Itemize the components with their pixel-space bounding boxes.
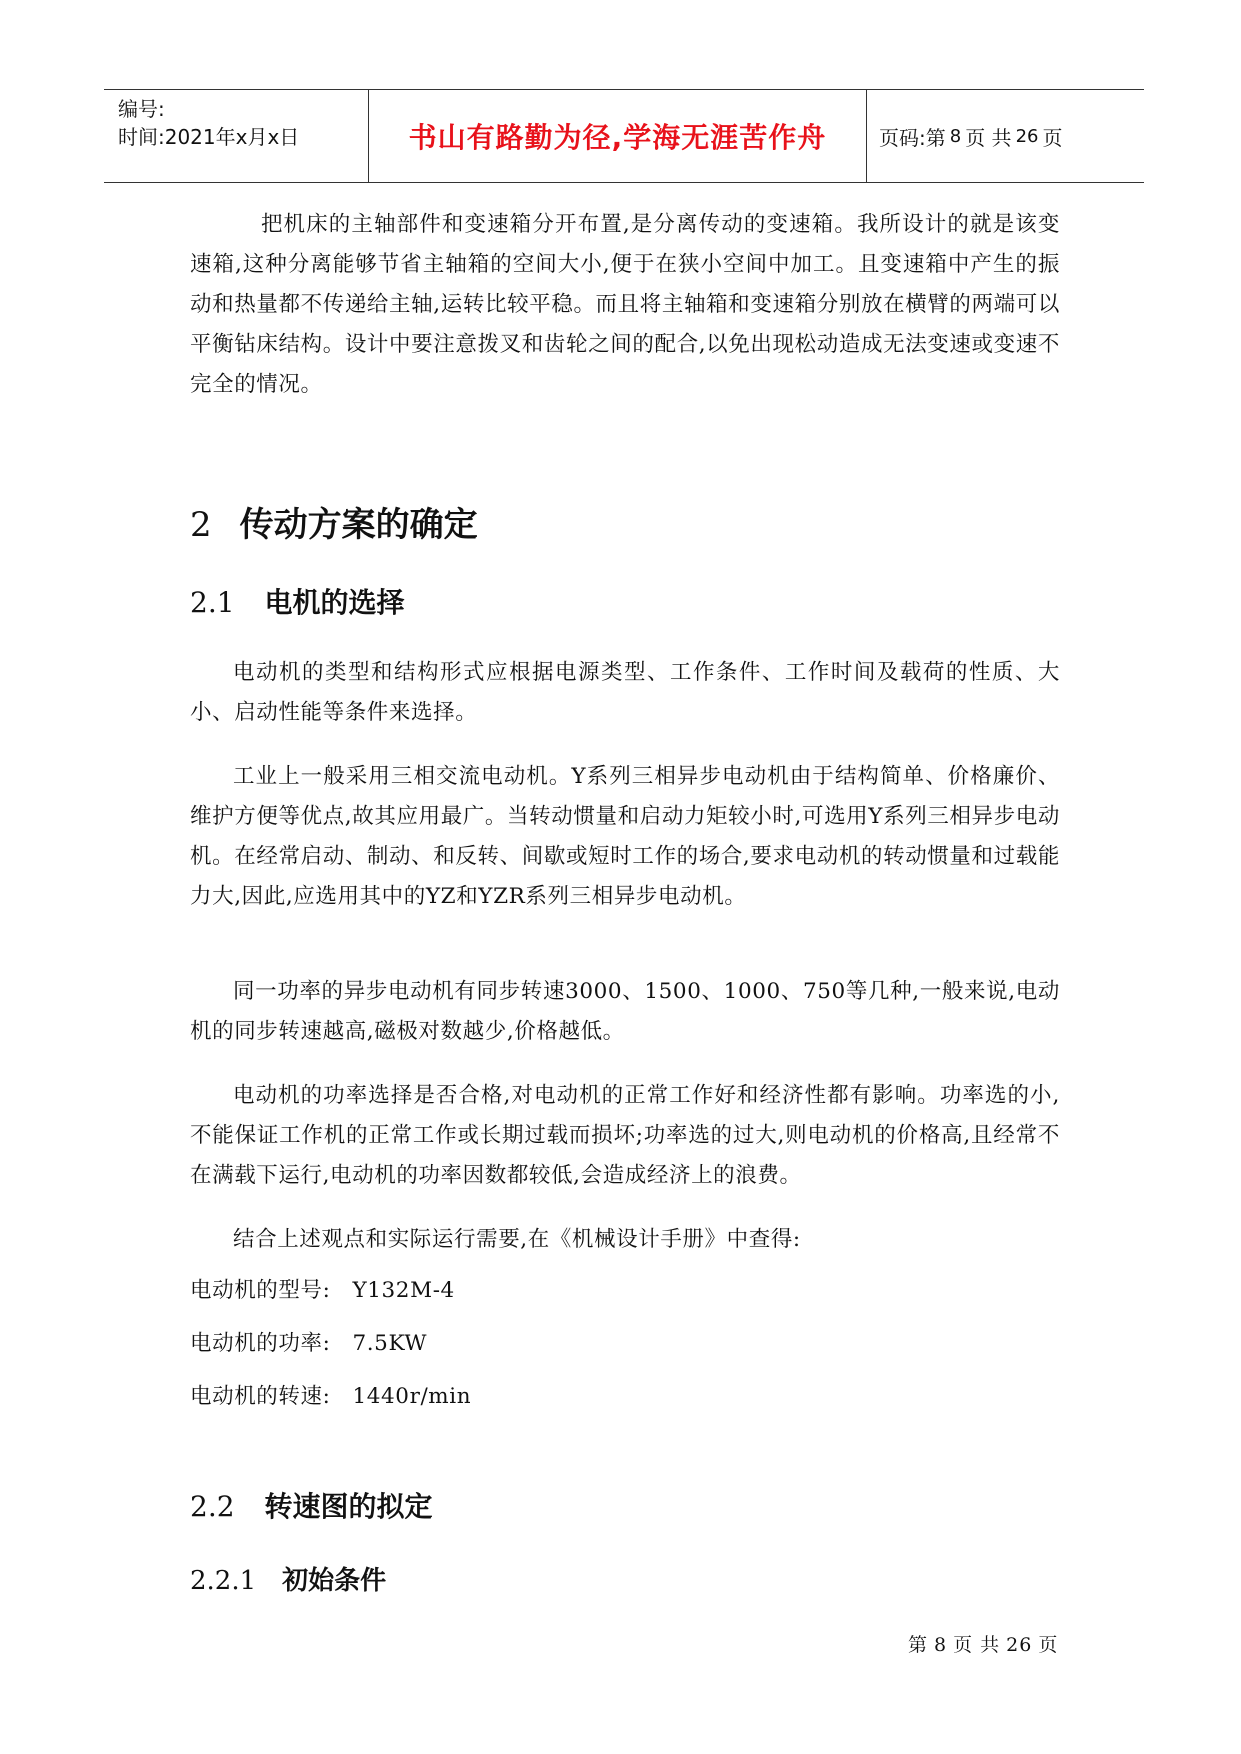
section-number: 2.2.1 [190,1566,257,1596]
section-number: 2 [190,505,212,545]
paragraph-power-selection: 电动机的功率选择是否合格,对电动机的正常工作好和经济性都有影响。功率选的小,不能保证工作机的正常工作或长期过载而损坏;功率选的过大,则电动机的价格高,且经常不在满载下运行,电动机的功率因数都较低,会造成经济上的浪费。 [190,1083,1060,1188]
spec-motor-speed [190,1377,471,1417]
spec-value: Y132M-4 [352,1278,455,1303]
document-number-label: 编号: [118,97,165,121]
spec-motor-model [190,1271,455,1311]
paragraph-sync-speed: 同一功率的异步电动机有同步转速3000、1500、1000、750等几种,一般来说,电动机的同步转速越高,磁极对数越少,价格越低。 [190,979,1060,1044]
spec-motor-power [190,1324,427,1364]
paragraph-intro: 把机床的主轴部件和变速箱分开布置,是分离传动的变速箱。我所设计的就是该变速箱,这种分离能够节省主轴箱的空间大小,便于在狭小空间中加工。且变速箱中产生的振动和热量都不传递给主轴,运转比较平稳。而且将主轴箱和变速箱分别放在横臂的两端可以平衡钻床结构。设计中要注意拨叉和齿轮之间的配合,以免出现松动造成无法变速或变速不完全的情况。 [190,212,1060,397]
footer-total-pages: 26 [1006,1634,1033,1656]
footer-mid: 页 共 [953,1634,1001,1656]
page-footer [905,1630,1061,1657]
page-header [104,89,1144,183]
section-heading-2 [190,497,478,546]
header-motto: 书山有路勤为径,学海无涯苦作舟 [369,90,867,182]
footer-current-page: 8 [934,1634,948,1656]
footer-prefix: 第 [908,1634,929,1656]
footer-suffix: 页 [1038,1634,1059,1656]
paragraph-motor-series: 工业上一般采用三相交流电动机。Y系列三相异步电动机由于结构简单、价格廉价、维护方便等优点,故其应用最广。当转动惯量和启动力矩较小时,可选用Y系列三相异步电动机。在经常启动、制动、和反转、间歇或短时工作的场合,要求电动机的转动惯量和过载能力大,因此,应选用其中的YZ和YZR系列三相异步电动机。 [190,764,1060,909]
header-page-indicator [867,90,1144,182]
spec-value: 1440r/min [352,1384,472,1409]
header-page-total: 26 [1015,125,1039,147]
section-heading-2-1 [190,581,405,621]
section-number: 2.2 [190,1490,235,1523]
spec-label: 电动机的型号: [190,1278,331,1303]
section-heading-2-2 [190,1485,433,1525]
header-page-prefix: 页码:第 [879,125,946,150]
header-meta-cell [104,90,369,182]
spec-label: 电动机的转速: [190,1384,331,1409]
section-title: 传动方案的确定 [239,505,478,545]
header-page-suffix: 页 [1042,125,1063,150]
header-page-mid: 页 共 [965,125,1012,150]
section-number: 2.1 [190,586,235,619]
document-time-label: 时间:2021年x月x日 [118,125,300,149]
spec-label: 电动机的功率: [190,1331,331,1356]
header-page-current: 8 [949,125,962,147]
spec-value: 7.5KW [352,1331,428,1356]
section-title: 转速图的拟定 [264,1490,433,1523]
paragraph-handbook: 结合上述观点和实际运行需要,在《机械设计手册》中查得: [233,1227,801,1252]
paragraph-motor-type: 电动机的类型和结构形式应根据电源类型、工作条件、工作时间及载荷的性质、大小、启动性能等条件来选择。 [190,660,1060,725]
section-heading-2-2-1 [190,1560,386,1597]
section-title: 初始条件 [282,1566,387,1596]
section-title: 电机的选择 [264,586,405,619]
